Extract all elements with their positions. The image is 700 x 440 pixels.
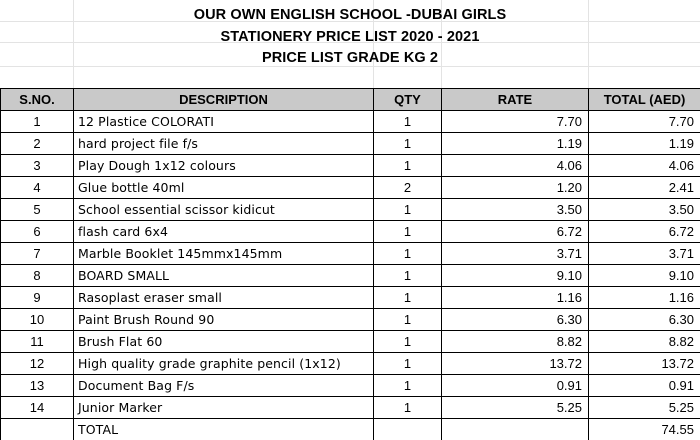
- row-qty: 1: [374, 331, 442, 353]
- row-description: High quality grade graphite pencil (1x12): [74, 353, 374, 375]
- row-qty: 1: [374, 133, 442, 155]
- row-rate: 1.20: [442, 177, 589, 199]
- table-row: [1, 353, 700, 375]
- total-blank-cell: [442, 419, 589, 440]
- row-total: 1.16: [589, 287, 700, 309]
- table-row: [1, 243, 700, 265]
- school-name: OUR OWN ENGLISH SCHOOL -DUBAI GIRLS: [193, 7, 507, 23]
- row-total: 3.50: [589, 199, 700, 221]
- column-header-qty: QTY: [374, 89, 442, 111]
- total-blank-cell: [374, 419, 442, 440]
- row-qty: 2: [374, 177, 442, 199]
- price-table: [0, 88, 700, 440]
- row-sno: 8: [1, 265, 74, 287]
- row-sno: 9: [1, 287, 74, 309]
- row-description: Rasoplast eraser small: [74, 287, 374, 309]
- row-rate: 3.71: [442, 243, 589, 265]
- row-description: School essential scissor kidicut: [74, 199, 374, 221]
- row-description: Junior Marker: [74, 397, 374, 419]
- row-sno: 11: [1, 331, 74, 353]
- column-header-description: DESCRIPTION: [74, 89, 374, 111]
- row-qty: 1: [374, 397, 442, 419]
- row-qty: 1: [374, 243, 442, 265]
- row-rate: 9.10: [442, 265, 589, 287]
- row-description: 12 Plastice COLORATI: [74, 111, 374, 133]
- row-rate: 6.72: [442, 221, 589, 243]
- row-rate: 8.82: [442, 331, 589, 353]
- row-total: 1.19: [589, 133, 700, 155]
- row-sno: 13: [1, 375, 74, 397]
- table-row: [1, 155, 700, 177]
- row-description: Glue bottle 40ml: [74, 177, 374, 199]
- row-rate: 0.91: [442, 375, 589, 397]
- column-header-total: TOTAL (AED): [589, 89, 700, 111]
- row-sno: 10: [1, 309, 74, 331]
- row-total: 5.25: [589, 397, 700, 419]
- row-description: Marble Booklet 145mmx145mm: [74, 243, 374, 265]
- row-sno: 4: [1, 177, 74, 199]
- row-rate: 7.70: [442, 111, 589, 133]
- row-sno: 3: [1, 155, 74, 177]
- price-list-title: STATIONERY PRICE LIST 2020 - 2021: [220, 29, 480, 45]
- table-row: [1, 309, 700, 331]
- row-sno: 12: [1, 353, 74, 375]
- row-sno: 2: [1, 133, 74, 155]
- row-rate: 6.30: [442, 309, 589, 331]
- total-label: TOTAL: [74, 419, 374, 440]
- row-description: Document Bag F/s: [74, 375, 374, 397]
- row-description: flash card 6x4: [74, 221, 374, 243]
- row-total: 0.91: [589, 375, 700, 397]
- table-row: [1, 331, 700, 353]
- column-header-rate: RATE: [442, 89, 589, 111]
- table-row: [1, 375, 700, 397]
- row-description: BOARD SMALL: [74, 265, 374, 287]
- row-qty: 1: [374, 287, 442, 309]
- row-total: 3.71: [589, 243, 700, 265]
- total-row: [1, 419, 700, 440]
- row-qty: 1: [374, 265, 442, 287]
- row-description: Play Dough 1x12 colours: [74, 155, 374, 177]
- row-total: 13.72: [589, 353, 700, 375]
- table-row: [1, 221, 700, 243]
- row-sno: 14: [1, 397, 74, 419]
- grand-total-value: 74.55: [589, 419, 700, 440]
- grade-title: PRICE LIST GRADE KG 2: [261, 50, 439, 66]
- row-rate: 4.06: [442, 155, 589, 177]
- table-row: [1, 199, 700, 221]
- table-row: [1, 133, 700, 155]
- table-row: [1, 265, 700, 287]
- table-row: [1, 111, 700, 133]
- row-total: 9.10: [589, 265, 700, 287]
- row-rate: 13.72: [442, 353, 589, 375]
- row-rate: 1.19: [442, 133, 589, 155]
- row-qty: 1: [374, 155, 442, 177]
- row-total: 6.30: [589, 309, 700, 331]
- row-qty: 1: [374, 221, 442, 243]
- row-description: Brush Flat 60: [74, 331, 374, 353]
- row-rate: 5.25: [442, 397, 589, 419]
- row-rate: 3.50: [442, 199, 589, 221]
- row-sno: 1: [1, 111, 74, 133]
- table-row: [1, 287, 700, 309]
- row-qty: 1: [374, 199, 442, 221]
- table-row: [1, 397, 700, 419]
- row-description: Paint Brush Round 90: [74, 309, 374, 331]
- column-header-sno: S.NO.: [1, 89, 74, 111]
- table-header-row: [1, 89, 700, 111]
- row-total: 7.70: [589, 111, 700, 133]
- row-qty: 1: [374, 111, 442, 133]
- row-rate: 1.16: [442, 287, 589, 309]
- row-qty: 1: [374, 375, 442, 397]
- row-sno: 5: [1, 199, 74, 221]
- row-total: 2.41: [589, 177, 700, 199]
- row-sno: 7: [1, 243, 74, 265]
- table-row: [1, 177, 700, 199]
- row-sno: 6: [1, 221, 74, 243]
- total-blank-cell: [1, 419, 74, 440]
- row-total: 4.06: [589, 155, 700, 177]
- row-qty: 1: [374, 309, 442, 331]
- row-total: 8.82: [589, 331, 700, 353]
- row-description: hard project file f/s: [74, 133, 374, 155]
- row-total: 6.72: [589, 221, 700, 243]
- row-qty: 1: [374, 353, 442, 375]
